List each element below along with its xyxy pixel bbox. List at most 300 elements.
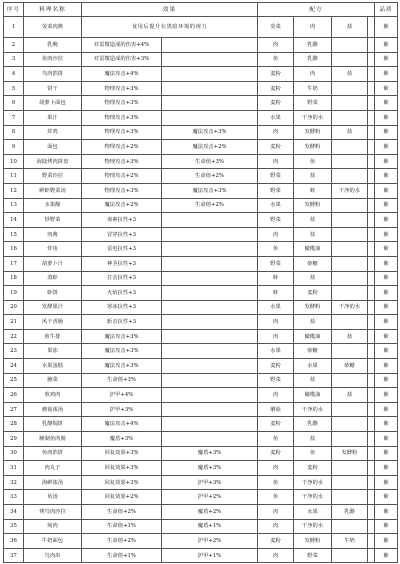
cell-name: 腌菜 (24, 373, 82, 388)
cell-ingredient-2: 鱼 (294, 446, 332, 461)
recipe-document (3, 2, 397, 563)
cell-name: 乳晚 (24, 38, 82, 53)
cell-effect-2: 魔盾+2% (162, 505, 258, 520)
cell-ingredient-4 (368, 388, 375, 403)
cell-quality: 紫 (375, 198, 398, 213)
cell-ingredient-2: 干净的水 (294, 490, 332, 505)
cell-name: 虾饼 (24, 286, 82, 301)
cell-name: 蘑菇浓汤 (24, 402, 82, 417)
cell-ingredient-3 (332, 402, 368, 417)
table-row (4, 402, 398, 417)
cell-name: 鸟肉串 (24, 548, 82, 563)
cell-effect-2: 魔法攻击+3% (162, 183, 258, 198)
cell-ingredient-1: 肉 (258, 519, 294, 534)
cell-quality: 紫 (375, 271, 398, 286)
cell-quality: 紫 (375, 286, 398, 301)
cell-effect-1: 生命值+3% (82, 373, 162, 388)
cell-num: 2 (4, 38, 24, 53)
cell-effect-2: 魔盾+3% (162, 461, 258, 476)
cell-name: 果汁 (24, 110, 82, 125)
cell-ingredient-4 (368, 300, 375, 315)
cell-ingredient-1: 野菜 (258, 373, 294, 388)
cell-ingredient-2: 野菜 (294, 96, 332, 111)
cell-ingredient-1: 鱼 (258, 52, 294, 67)
cell-ingredient-2: 肉 (294, 67, 332, 82)
cell-ingredient-4 (368, 417, 375, 432)
cell-name: 鸟肉馅饼 (24, 67, 82, 82)
table-row (4, 81, 398, 96)
cell-ingredient-4 (368, 344, 375, 359)
cell-effect-1: 生命值+2% (82, 505, 162, 520)
cell-name: 鲜虾野菜汤 (24, 183, 82, 198)
cell-effect-2 (162, 432, 258, 447)
cell-ingredient-1: 肉 (258, 548, 294, 563)
cell-quality: 紫 (375, 505, 398, 520)
cell-ingredient-4 (368, 534, 375, 549)
cell-effect-2 (162, 388, 258, 403)
cell-ingredient-2: 虾 (294, 183, 332, 198)
cell-ingredient-1: 麦粉 (258, 359, 294, 374)
cell-quality: 紫 (375, 446, 398, 461)
table-row (4, 446, 398, 461)
cell-num: 15 (4, 227, 24, 242)
cell-num: 36 (4, 534, 24, 549)
cell-effect-1: 回复效果+3% (82, 461, 162, 476)
cell-effect-2 (162, 38, 258, 53)
cell-effect-2 (162, 227, 258, 242)
cell-name: 海陆烤肉拼盘 (24, 154, 82, 169)
cell-quality: 紫 (375, 490, 398, 505)
cell-ingredient-3 (332, 344, 368, 359)
cell-effect-1: 魔法攻击+4% (82, 67, 162, 82)
cell-effect-1: 护甲+4% (82, 388, 162, 403)
cell-effect-1: 魔法攻击+4% (82, 417, 162, 432)
table-row (4, 388, 398, 403)
cell-effect-2 (162, 329, 258, 344)
cell-ingredient-3 (332, 242, 368, 257)
cell-effect-2: 护甲+2% (162, 490, 258, 505)
cell-quality: 紫 (375, 183, 398, 198)
cell-effect-1: 物理攻击+3% (82, 96, 162, 111)
cell-effect-2 (162, 110, 258, 125)
cell-effect-1: 物理攻击+3% (82, 154, 162, 169)
cell-ingredient-4 (368, 140, 375, 155)
cell-ingredient-4 (368, 446, 375, 461)
cell-quality: 紫 (375, 256, 398, 271)
cell-ingredient-1: 肉 (258, 125, 294, 140)
cell-effect-2: 魔盾+1% (162, 519, 258, 534)
cell-ingredient-3: 乳酪 (332, 505, 368, 520)
table-row (4, 461, 398, 476)
table-row (4, 96, 398, 111)
cell-num: 7 (4, 110, 24, 125)
cell-name: 水果蛋糕 (24, 359, 82, 374)
cell-quality: 紫 (375, 475, 398, 490)
cell-effect-1: 物理攻击+3% (82, 110, 162, 125)
cell-ingredient-3: 盐 (332, 388, 368, 403)
cell-effect-2 (162, 96, 258, 111)
cell-ingredient-3 (332, 140, 368, 155)
table-row (4, 300, 398, 315)
table-row (4, 548, 398, 563)
cell-name: 鱼汤 (24, 490, 82, 505)
cell-ingredient-2: 乳酪 (294, 417, 332, 432)
cell-num: 4 (4, 67, 24, 82)
cell-quality: 紫 (375, 432, 398, 447)
header-recipe: 配方 (258, 3, 375, 17)
cell-effect-1: 毒素抗性+3 (82, 213, 162, 228)
cell-num: 11 (4, 169, 24, 184)
cell-quality: 紫 (375, 534, 398, 549)
cell-ingredient-4 (368, 110, 375, 125)
table-row (4, 110, 398, 125)
table-row (4, 125, 398, 140)
cell-ingredient-4 (368, 519, 375, 534)
cell-ingredient-1: 肉 (258, 315, 294, 330)
table-row (4, 52, 398, 67)
cell-ingredient-4 (368, 227, 375, 242)
cell-ingredient-1: 水果 (258, 344, 294, 359)
cell-name: 风干香肠 (24, 315, 82, 330)
cell-num: 25 (4, 373, 24, 388)
cell-quality: 紫 (375, 81, 398, 96)
recipe-table-body (4, 3, 398, 563)
cell-effect-1: 神圣抗性+3 (82, 256, 162, 271)
cell-ingredient-1: 荧菜 (258, 17, 294, 38)
cell-effect-1: 物理攻击+3% (82, 81, 162, 96)
cell-quality: 紫 (375, 373, 398, 388)
cell-name: 乳酪焗饼 (24, 417, 82, 432)
cell-effect-1: 魔法攻击+3% (82, 359, 162, 374)
cell-name: 野菜沙拉 (24, 169, 82, 184)
cell-ingredient-2: 盐 (294, 213, 332, 228)
cell-name: 果冻 (24, 344, 82, 359)
cell-quality: 紫 (375, 154, 398, 169)
cell-name: 胡萝卜面包 (24, 96, 82, 111)
cell-ingredient-3: 盐 (332, 17, 368, 38)
cell-ingredient-2: 乳酪 (294, 38, 332, 53)
cell-effect-1: 护甲+3% (82, 402, 162, 417)
cell-name: 面包 (24, 140, 82, 155)
cell-ingredient-1: 肉 (258, 505, 294, 520)
cell-ingredient-3 (332, 227, 368, 242)
cell-ingredient-4 (368, 271, 375, 286)
cell-name: 牛奶面包 (24, 534, 82, 549)
cell-quality: 紫 (375, 417, 398, 432)
cell-num: 10 (4, 154, 24, 169)
table-row (4, 373, 398, 388)
cell-ingredient-4 (368, 359, 375, 374)
cell-effect-2 (162, 417, 258, 432)
cell-num: 31 (4, 461, 24, 476)
cell-ingredient-1: 野菜 (258, 256, 294, 271)
cell-num: 14 (4, 213, 24, 228)
cell-effect-2 (162, 52, 258, 67)
cell-quality: 紫 (375, 402, 398, 417)
cell-ingredient-4 (368, 154, 375, 169)
cell-effect-1: 回复效果+3% (82, 446, 162, 461)
cell-num: 30 (4, 446, 24, 461)
cell-num: 22 (4, 329, 24, 344)
cell-ingredient-2: 盐 (294, 169, 332, 184)
cell-ingredient-3 (332, 256, 368, 271)
cell-ingredient-2: 橄榄油 (294, 388, 332, 403)
cell-ingredient-2: 牛奶 (294, 81, 332, 96)
header-effect: 效果 (82, 3, 258, 17)
cell-ingredient-2: 肉 (294, 17, 332, 38)
cell-ingredient-2: 干净的水 (294, 519, 332, 534)
table-row (4, 242, 398, 257)
cell-ingredient-1: 鱼 (258, 242, 294, 257)
cell-quality: 紫 (375, 17, 398, 38)
cell-ingredient-1: 野菜 (258, 169, 294, 184)
cell-ingredient-2: 橄榄油 (294, 242, 332, 257)
cell-effect-1: 对雷微造成的伤害+3% (82, 52, 162, 67)
cell-ingredient-2: 盐 (294, 271, 332, 286)
cell-effect-1: 冒穿抗性+3 (82, 227, 162, 242)
cell-ingredient-1: 麦粉 (258, 81, 294, 96)
table-row (4, 213, 398, 228)
cell-ingredient-4 (368, 242, 375, 257)
cell-name: 炖肉 (24, 519, 82, 534)
cell-ingredient-4 (368, 329, 375, 344)
cell-effect-1: 物理攻击+3% (82, 125, 162, 140)
cell-ingredient-2: 盐 (294, 227, 332, 242)
table-row (4, 315, 398, 330)
cell-num: 16 (4, 242, 24, 257)
cell-ingredient-1: 肉 (258, 461, 294, 476)
cell-effect-2 (162, 402, 258, 417)
cell-ingredient-1: 水果 (258, 300, 294, 315)
cell-effect-1: 斩击抗性+3 (82, 315, 162, 330)
cell-ingredient-2: 麦粉 (294, 461, 332, 476)
cell-num: 27 (4, 402, 24, 417)
cell-ingredient-3: 盐 (332, 329, 368, 344)
cell-ingredient-4 (368, 548, 375, 563)
cell-ingredient-4 (368, 256, 375, 271)
cell-num: 21 (4, 315, 24, 330)
cell-ingredient-3 (332, 548, 368, 563)
cell-ingredient-4 (368, 286, 375, 301)
cell-quality: 紫 (375, 359, 398, 374)
cell-name: 胡萝卜汁 (24, 256, 82, 271)
cell-effect-1: 生命值+1% (82, 519, 162, 534)
cell-effect-1: 火焰抗性+3 (82, 286, 162, 301)
cell-effect-2 (162, 286, 258, 301)
cell-num: 3 (4, 52, 24, 67)
cell-ingredient-4 (368, 373, 375, 388)
table-row (4, 534, 398, 549)
cell-ingredient-2: 发酵粉 (294, 534, 332, 549)
table-row (4, 329, 398, 344)
cell-ingredient-3 (332, 96, 368, 111)
cell-ingredient-3: 发酵粉 (332, 446, 368, 461)
cell-effect-1: 魔法攻击+3% (82, 344, 162, 359)
cell-ingredient-3 (332, 81, 368, 96)
table-row (4, 17, 398, 38)
cell-num: 6 (4, 96, 24, 111)
cell-ingredient-3: 牛奶 (332, 534, 368, 549)
cell-effect-2 (162, 67, 258, 82)
cell-effect-1: 魔法攻击+3% (82, 329, 162, 344)
cell-effect-2 (162, 271, 258, 286)
cell-ingredient-1: 麦粉 (258, 417, 294, 432)
cell-ingredient-1: 鱼 (258, 490, 294, 505)
cell-name: 腌制鱼肉肠 (24, 432, 82, 447)
cell-ingredient-4 (368, 315, 375, 330)
cell-ingredient-1: 麦粉 (258, 140, 294, 155)
cell-effect-2 (162, 373, 258, 388)
cell-ingredient-4 (368, 81, 375, 96)
cell-ingredient-3 (332, 198, 368, 213)
cell-ingredient-3: 盐 (332, 67, 368, 82)
table-header-row (4, 3, 398, 17)
cell-num: 28 (4, 417, 24, 432)
cell-effect-1: 回复效果+3% (82, 475, 162, 490)
cell-name: 炸鸡 (24, 125, 82, 140)
cell-quality: 紫 (375, 519, 398, 534)
cell-ingredient-1: 肉 (258, 329, 294, 344)
cell-ingredient-1: 水果 (258, 198, 294, 213)
cell-ingredient-4 (368, 213, 375, 228)
cell-effect-2 (162, 359, 258, 374)
cell-name: 肉酱 (24, 227, 82, 242)
cell-ingredient-4 (368, 461, 375, 476)
cell-ingredient-1: 肉 (258, 388, 294, 403)
cell-effect-2: 护甲+1% (162, 548, 258, 563)
cell-ingredient-3 (332, 417, 368, 432)
cell-num: 18 (4, 271, 24, 286)
cell-name: 蒸虾 (24, 271, 82, 286)
cell-effect-1: 回复效果+2% (82, 490, 162, 505)
cell-quality: 紫 (375, 140, 398, 155)
cell-ingredient-3: 干净的水 (332, 183, 368, 198)
cell-ingredient-2: 砂糖 (294, 344, 332, 359)
cell-ingredient-4 (368, 169, 375, 184)
cell-quality: 紫 (375, 227, 398, 242)
cell-ingredient-2: 砂糖 (294, 256, 332, 271)
cell-ingredient-1: 肉 (258, 227, 294, 242)
cell-effect-1: 魔法攻击+2% (82, 198, 162, 213)
cell-ingredient-4 (368, 402, 375, 417)
cell-ingredient-3 (332, 286, 368, 301)
cell-ingredient-3: 盐 (332, 125, 368, 140)
cell-quality: 紫 (375, 242, 398, 257)
cell-name: 鱼肉沙拉 (24, 52, 82, 67)
cell-num: 20 (4, 300, 24, 315)
cell-num: 5 (4, 81, 24, 96)
cell-ingredient-1: 麦粉 (258, 67, 294, 82)
cell-ingredient-4 (368, 125, 375, 140)
header-quality: 品质 (375, 3, 398, 17)
cell-ingredient-4 (368, 505, 375, 520)
cell-ingredient-3 (332, 154, 368, 169)
cell-ingredient-2: 野菜 (294, 548, 332, 563)
cell-num: 12 (4, 183, 24, 198)
cell-effect-1: 雷电抗性+3 (82, 242, 162, 257)
cell-ingredient-2: 盐 (294, 373, 332, 388)
table-row (4, 227, 398, 242)
table-row (4, 183, 398, 198)
cell-effect-1: 物理攻击+3% (82, 183, 162, 198)
cell-ingredient-2: 水果 (294, 505, 332, 520)
cell-quality: 紫 (375, 52, 398, 67)
cell-ingredient-3 (332, 169, 368, 184)
cell-quality: 紫 (375, 125, 398, 140)
cell-ingredient-4 (368, 475, 375, 490)
cell-name: 饼干 (24, 81, 82, 96)
cell-ingredient-2: 鱼 (294, 154, 332, 169)
cell-ingredient-2: 水果 (294, 359, 332, 374)
cell-quality: 紫 (375, 213, 398, 228)
cell-ingredient-4 (368, 38, 375, 53)
cell-ingredient-3 (332, 519, 368, 534)
cell-effect-2: 护甲+2% (162, 534, 258, 549)
cell-ingredient-3 (332, 213, 368, 228)
table-row (4, 359, 398, 374)
header-num: 序号 (4, 3, 24, 17)
cell-quality: 紫 (375, 67, 398, 82)
cell-num: 24 (4, 359, 24, 374)
cell-ingredient-1: 野菜 (258, 183, 294, 198)
cell-quality: 紫 (375, 548, 398, 563)
table-row (4, 286, 398, 301)
cell-ingredient-4 (368, 52, 375, 67)
cell-name: 水果酿 (24, 198, 82, 213)
cell-effect-2: 魔法攻击+3% (162, 125, 258, 140)
table-row (4, 154, 398, 169)
cell-effect-2 (162, 213, 258, 228)
cell-num: 33 (4, 490, 24, 505)
cell-ingredient-4 (368, 198, 375, 213)
cell-effect-1: 对雷微造成的伤害+4% (82, 38, 162, 53)
cell-ingredient-4 (368, 67, 375, 82)
cell-ingredient-2: 发酵粉 (294, 300, 332, 315)
table-row (4, 169, 398, 184)
cell-num: 26 (4, 388, 24, 403)
cell-quality: 紫 (375, 461, 398, 476)
cell-ingredient-2: 麦粉 (294, 286, 332, 301)
cell-num: 9 (4, 140, 24, 155)
cell-ingredient-3 (332, 315, 368, 330)
cell-ingredient-3 (332, 52, 368, 67)
cell-effect-2: 生命值+2% (162, 169, 258, 184)
table-row (4, 417, 398, 432)
cell-ingredient-1: 虾 (258, 286, 294, 301)
cell-ingredient-2: 乳酪 (294, 52, 332, 67)
cell-effect-1: 生命值+2% (82, 534, 162, 549)
cell-num: 19 (4, 286, 24, 301)
table-row (4, 38, 398, 53)
table-row (4, 271, 398, 286)
cell-num: 34 (4, 505, 24, 520)
cell-num: 13 (4, 198, 24, 213)
cell-effect-2 (162, 81, 258, 96)
cell-ingredient-4 (368, 490, 375, 505)
cell-ingredient-3 (332, 475, 368, 490)
cell-quality: 紫 (375, 300, 398, 315)
cell-effect-2 (162, 256, 258, 271)
cell-effect-1: 物理攻击+2% (82, 140, 162, 155)
cell-name: 发酵果汁 (24, 300, 82, 315)
cell-ingredient-4 (368, 432, 375, 447)
cell-ingredient-2: 干净的水 (294, 475, 332, 490)
cell-ingredient-2: 干净的水 (294, 110, 332, 125)
cell-effect-1: 打击抗性+3 (82, 271, 162, 286)
cell-num: 35 (4, 519, 24, 534)
cell-num: 32 (4, 475, 24, 490)
cell-name: 炸鱼 (24, 242, 82, 257)
